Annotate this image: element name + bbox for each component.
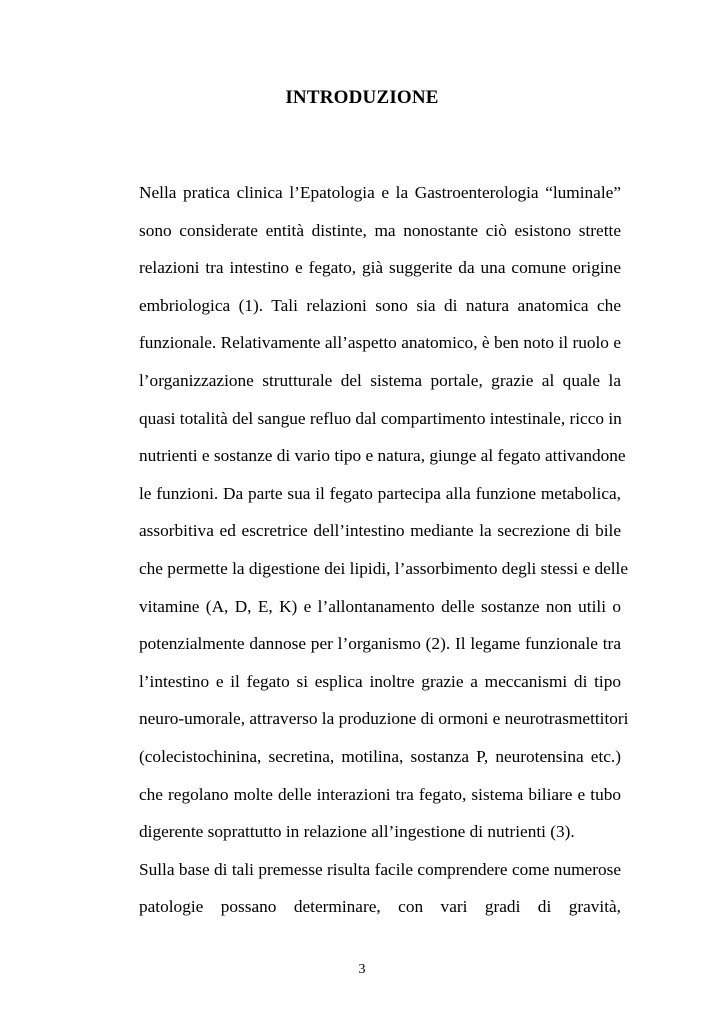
text-line: assorbitiva ed escretrice dell’intestino mediante la secrezione di bile	[139, 521, 621, 541]
text-line: le funzioni. Da parte sua il fegato partecipa alla funzione metabolica,	[139, 483, 621, 503]
text-line: relazioni tra intestino e fegato, già suggerite da una comune origine	[139, 258, 621, 278]
text-line: quasi totalità del sangue refluo dal compartimento intestinale, ricco in	[139, 408, 622, 428]
text-line: l’organizzazione strutturale del sistema portale, grazie al quale la	[139, 370, 621, 390]
text-line: patologie possano determinare, con vari gradi di gravità,	[139, 897, 621, 917]
text-line: che permette la digestione dei lipidi, l’assorbimento degli stessi e delle	[139, 558, 629, 578]
text-line: (colecistochinina, secretina, motilina, sostanza P, neurotensina etc.)	[139, 746, 621, 766]
body-paragraph	[139, 182, 629, 934]
text-line: vitamine (A, D, E, K) e l’allontanamento delle sostanze non utili o	[139, 596, 621, 616]
text-line: digerente soprattutto in relazione all’ingestione di nutrienti (3).	[139, 822, 575, 842]
text-line: Sulla base di tali premesse risulta facile comprendere come numerose	[139, 859, 621, 879]
page-number: 3	[358, 962, 366, 977]
text-line: Nella pratica clinica l’Epatologia e la Gastroenterologia “luminale”	[139, 183, 621, 202]
text-line: l’intestino e il fegato si esplica inoltre grazie a meccanismi di tipo	[139, 671, 621, 691]
text-line: sono considerate entità distinte, ma nonostante ciò esistono strette	[139, 220, 621, 240]
text-line: nutrienti e sostanze di vario tipo e natura, giunge al fegato attivandone	[139, 446, 626, 466]
page-title: INTRODUZIONE	[285, 87, 439, 108]
text-line: neuro-umorale, attraverso la produzione di ormoni e neurotrasmettitori	[139, 709, 629, 729]
text-line: che regolano molte delle interazioni tra fegato, sistema biliare e tubo	[139, 784, 621, 804]
text-line: potenzialmente dannose per l’organismo (2). Il legame funzionale tra	[139, 634, 621, 654]
text-line: funzionale. Relativamente all’aspetto anatomico, è ben noto il ruolo e	[139, 333, 621, 353]
text-line: embriologica (1). Tali relazioni sono sia di natura anatomica che	[139, 295, 621, 315]
